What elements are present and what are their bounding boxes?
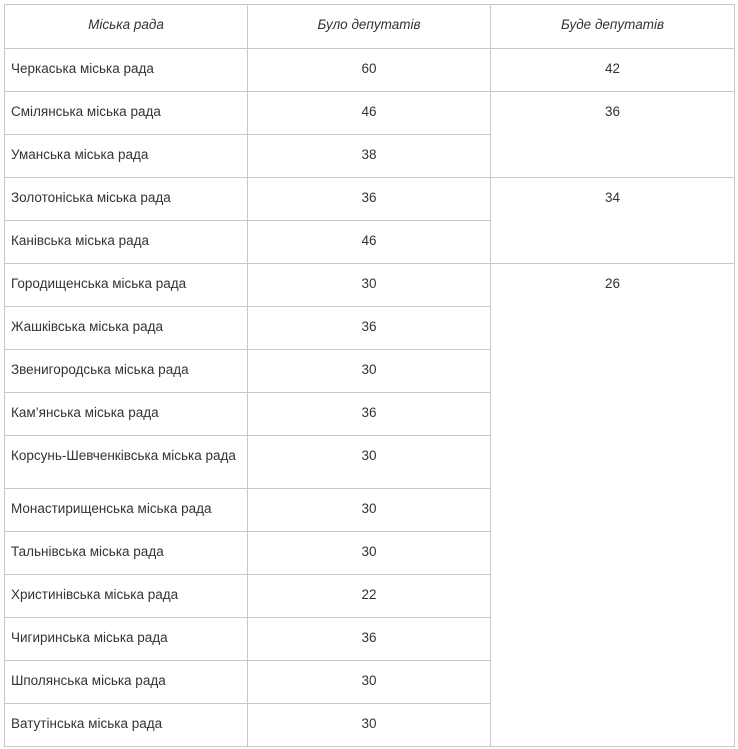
was-deputies: 36 <box>248 307 491 350</box>
council-name: Черкаська міська рада <box>5 49 248 92</box>
council-name: Чигиринська міська рада <box>5 618 248 661</box>
was-deputies: 60 <box>248 49 491 92</box>
was-deputies: 30 <box>248 350 491 393</box>
table-header-row <box>5 5 735 49</box>
was-deputies: 30 <box>248 436 491 489</box>
will-be-deputies: 34 <box>491 178 735 264</box>
table-row <box>5 49 735 92</box>
was-deputies: 46 <box>248 221 491 264</box>
council-name: Христинівська міська рада <box>5 575 248 618</box>
table-row <box>5 178 735 221</box>
was-deputies: 46 <box>248 92 491 135</box>
table-row <box>5 92 735 135</box>
was-deputies: 22 <box>248 575 491 618</box>
was-deputies: 30 <box>248 704 491 747</box>
council-name: Золотоніська міська рада <box>5 178 248 221</box>
council-name: Уманська міська рада <box>5 135 248 178</box>
was-deputies: 36 <box>248 393 491 436</box>
council-name: Звенигородська міська рада <box>5 350 248 393</box>
header-will-be-deputies: Буде депутатів <box>491 5 735 49</box>
was-deputies: 38 <box>248 135 491 178</box>
will-be-deputies: 42 <box>491 49 735 92</box>
was-deputies: 30 <box>248 264 491 307</box>
council-name: Кам’янська міська рада <box>5 393 248 436</box>
was-deputies: 36 <box>248 618 491 661</box>
was-deputies: 30 <box>248 661 491 704</box>
council-name: Шполянська міська рада <box>5 661 248 704</box>
council-name: Тальнівська міська рада <box>5 532 248 575</box>
council-name: Городищенська міська рада <box>5 264 248 307</box>
was-deputies: 36 <box>248 178 491 221</box>
council-name: Жашківська міська рада <box>5 307 248 350</box>
was-deputies: 30 <box>248 532 491 575</box>
will-be-deputies: 36 <box>491 92 735 178</box>
will-be-deputies: 26 <box>491 264 735 747</box>
council-name: Канівська міська рада <box>5 221 248 264</box>
council-name: Смілянська міська рада <box>5 92 248 135</box>
council-name: Ватутінська міська рада <box>5 704 248 747</box>
deputies-table <box>4 4 735 747</box>
council-name: Монастирищенська міська рада <box>5 489 248 532</box>
council-name: Корсунь-Шевченківська міська рада <box>5 436 248 489</box>
table-row <box>5 264 735 307</box>
header-was-deputies: Було депутатів <box>248 5 491 49</box>
header-council: Міська рада <box>5 5 248 49</box>
was-deputies: 30 <box>248 489 491 532</box>
